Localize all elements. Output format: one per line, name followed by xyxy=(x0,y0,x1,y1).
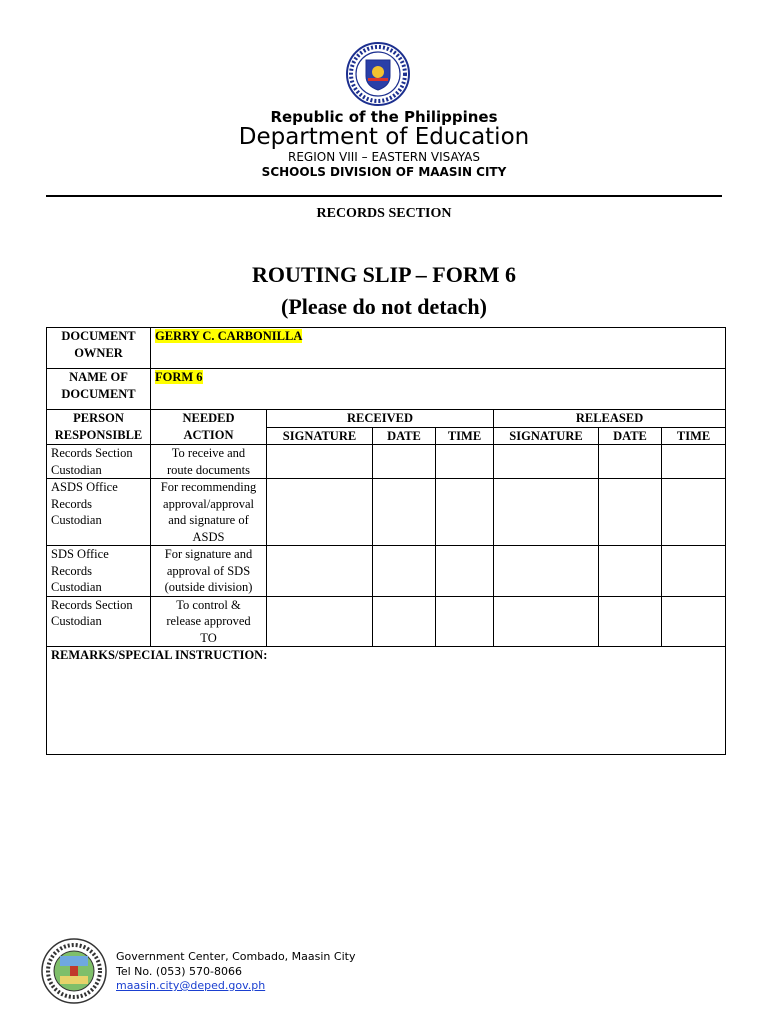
person-cell: SDS Office Records Custodian xyxy=(47,546,151,597)
section-heading: RECORDS SECTION xyxy=(316,206,452,221)
released-time-cell[interactable] xyxy=(662,445,726,479)
released-date-header: DATE xyxy=(599,427,662,445)
released-signature-cell[interactable] xyxy=(494,546,599,597)
received-date-cell[interactable] xyxy=(373,596,436,647)
table-header-row xyxy=(47,410,726,428)
released-time-cell[interactable] xyxy=(662,479,726,546)
released-date-cell[interactable] xyxy=(599,445,662,479)
action-cell: For recommending approval/approval and signature of ASDS xyxy=(151,479,267,546)
received-signature-cell[interactable] xyxy=(267,445,373,479)
received-time-cell[interactable] xyxy=(436,546,494,597)
document-name-row xyxy=(47,369,726,410)
released-date-cell[interactable] xyxy=(599,479,662,546)
action-cell: To receive and route documents xyxy=(151,445,267,479)
remarks-field[interactable] xyxy=(47,647,726,755)
received-signature-cell[interactable] xyxy=(267,546,373,597)
deped-seal-logo xyxy=(338,42,418,106)
form-title: ROUTING SLIP – FORM 6 xyxy=(251,262,517,287)
released-time-cell[interactable] xyxy=(662,596,726,647)
received-time-cell[interactable] xyxy=(436,445,494,479)
released-time-cell[interactable] xyxy=(662,546,726,597)
released-signature-cell[interactable] xyxy=(494,445,599,479)
department-heading: Department of Education xyxy=(238,124,530,150)
document-name-value: FORM 6 xyxy=(155,370,203,384)
received-time-cell[interactable] xyxy=(436,479,494,546)
person-cell: Records Section Custodian xyxy=(47,596,151,647)
footer-address: Government Center, Combado, Maasin City xyxy=(116,950,356,963)
received-date-cell[interactable] xyxy=(373,546,436,597)
document-owner-row xyxy=(47,328,726,369)
document-owner-field[interactable] xyxy=(151,328,726,369)
person-responsible-header: PERSON RESPONSIBLE xyxy=(47,410,151,445)
table-row xyxy=(47,596,726,647)
released-time-header: TIME xyxy=(662,427,726,445)
person-cell: ASDS Office Records Custodian xyxy=(47,479,151,546)
republic-heading: Republic of the Philippines xyxy=(270,108,498,126)
document-name-field[interactable] xyxy=(151,369,726,410)
received-signature-header: SIGNATURE xyxy=(267,427,373,445)
person-cell: Records Section Custodian xyxy=(47,445,151,479)
division-heading: SCHOOLS DIVISION OF MAASIN CITY xyxy=(261,165,507,179)
released-header: RELEASED xyxy=(494,410,726,428)
needed-action-header: NEEDED ACTION xyxy=(151,410,267,445)
received-time-header: TIME xyxy=(436,427,494,445)
footer-email-link[interactable]: maasin.city@deped.gov.ph xyxy=(116,979,266,992)
document-name-label: NAME OF DOCUMENT xyxy=(47,369,151,410)
document-owner-label: DOCUMENT OWNER xyxy=(47,328,151,369)
received-time-cell[interactable] xyxy=(436,596,494,647)
table-row xyxy=(47,546,726,597)
action-cell: For signature and approval of SDS (outside division) xyxy=(151,546,267,597)
action-cell: To control & release approved TO xyxy=(151,596,267,647)
released-date-cell[interactable] xyxy=(599,546,662,597)
footer-telephone: Tel No. (053) 570-8066 xyxy=(116,965,242,978)
released-signature-cell[interactable] xyxy=(494,479,599,546)
region-heading: REGION VIII – EASTERN VISAYAS xyxy=(288,150,480,164)
remarks-label: REMARKS/SPECIAL INSTRUCTION: xyxy=(51,648,268,662)
released-signature-header: SIGNATURE xyxy=(494,427,599,445)
table-row xyxy=(47,445,726,479)
division-seal-logo xyxy=(38,938,110,1004)
received-header: RECEIVED xyxy=(267,410,494,428)
received-signature-cell[interactable] xyxy=(267,479,373,546)
remarks-row xyxy=(47,647,726,755)
document-owner-value: GERRY C. CARBONILLA xyxy=(155,329,303,343)
received-date-header: DATE xyxy=(373,427,436,445)
header-divider xyxy=(46,195,722,197)
table-row xyxy=(47,479,726,546)
received-signature-cell[interactable] xyxy=(267,596,373,647)
received-date-cell[interactable] xyxy=(373,445,436,479)
routing-slip-table xyxy=(46,327,726,755)
released-signature-cell[interactable] xyxy=(494,596,599,647)
released-date-cell[interactable] xyxy=(599,596,662,647)
received-date-cell[interactable] xyxy=(373,479,436,546)
form-subtitle: (Please do not detach) xyxy=(281,294,487,319)
